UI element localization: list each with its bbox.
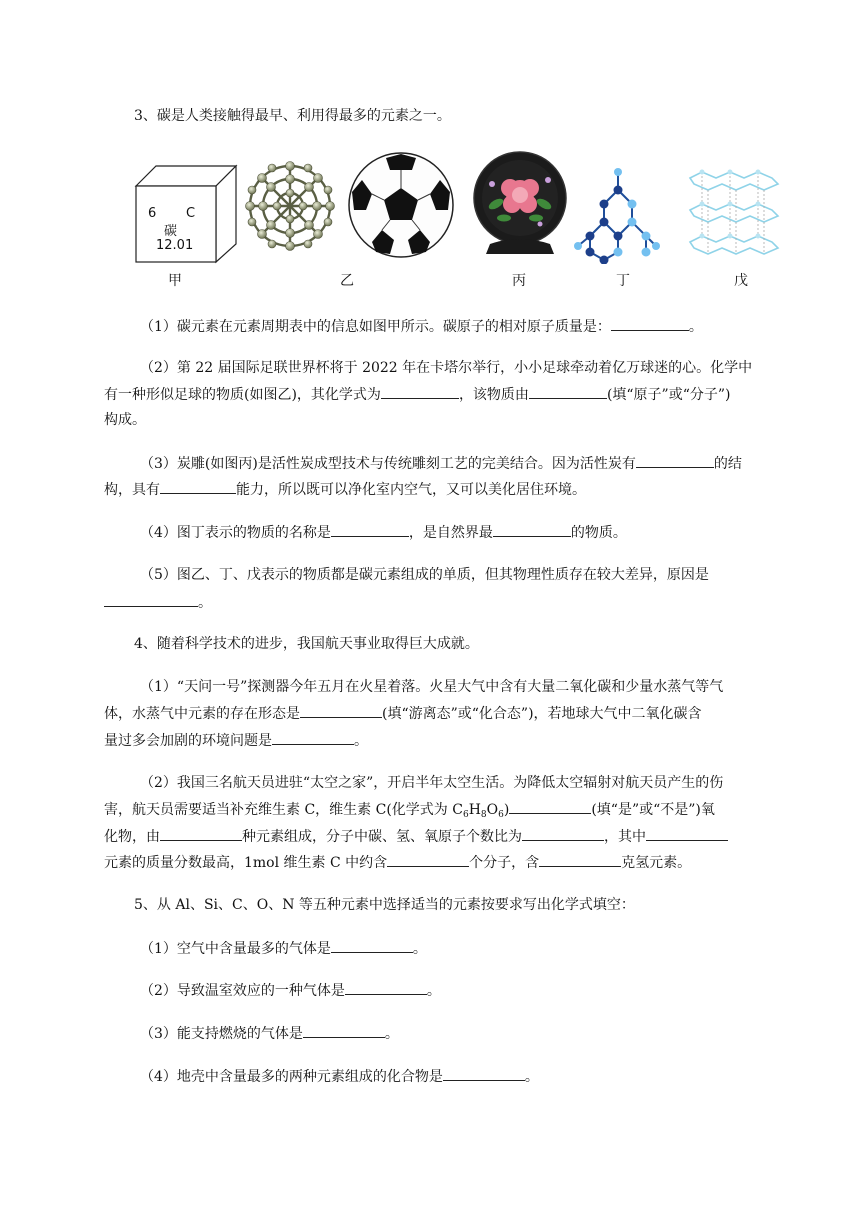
q4-part2-line3: 化物，由 种元素组成，分子中碳、氢、氧原子个数比为 ，其中	[104, 826, 728, 847]
element-symbol: C	[186, 206, 196, 221]
q3-part5-line2: 。	[104, 592, 212, 613]
q3-part1: （1）碳元素在元素周期表中的信息如图甲所示。碳原子的相对原子质量是： 。	[140, 316, 703, 337]
answer-blank[interactable]	[345, 980, 427, 995]
figure-label-yi: 乙	[340, 273, 354, 289]
answer-blank[interactable]	[272, 730, 354, 745]
figure-label-wu: 戊	[734, 273, 748, 289]
answer-blank[interactable]	[381, 384, 459, 399]
q3-part4: （4）图丁表示的物质的名称是 ，是自然界最 的物质。	[140, 522, 627, 543]
carbon-figures	[134, 150, 774, 295]
q3-part3-line1: （3）炭雕(如图丙)是活性炭成型技术与传统雕刻工艺的完美结合。因为活性炭有 的结	[140, 453, 742, 474]
diamond-structure-figure	[570, 164, 660, 264]
element-atomic-number: 6	[148, 206, 157, 221]
q3-part2-line2: 有一种形似足球的物质(如图乙)，其化学式为 ，该物质由 (填“原子”或“分子”)	[104, 384, 731, 405]
q4-intro: 4、随着科学技术的进步，我国航天事业取得巨大成就。	[134, 636, 479, 652]
answer-blank[interactable]	[529, 384, 607, 399]
answer-blank[interactable]	[493, 522, 571, 537]
answer-blank[interactable]	[443, 1066, 525, 1081]
q5-part4: （4）地壳中含量最多的两种元素组成的化合物是 。	[140, 1066, 539, 1087]
answer-blank[interactable]	[522, 826, 604, 841]
answer-blank[interactable]	[303, 1023, 385, 1038]
figure-label-bing: 丙	[512, 273, 526, 289]
q5-intro: 5、从 Al、Si、C、O、N 等五种元素中选择适当的元素按要求写出化学式填空：	[134, 897, 635, 913]
fullerene-figure	[242, 154, 338, 258]
q4-part1-line3: 量过多会加剧的环境问题是 。	[104, 730, 368, 751]
figure-label-jia: 甲	[168, 273, 182, 289]
q3-part5-line1: （5）图乙、丁、戊表示的物质都是碳元素组成的单质，但其物理性质存在较大差异，原因是	[140, 567, 709, 583]
q3-part3-line2: 构，具有 能力，所以既可以净化室内空气，又可以美化居住环境。	[104, 479, 586, 500]
element-name: 碳	[164, 224, 178, 239]
answer-blank[interactable]	[387, 852, 469, 867]
answer-blank[interactable]	[509, 799, 591, 814]
answer-blank[interactable]	[646, 826, 728, 841]
element-mass: 12.01	[156, 238, 194, 253]
carbon-carving-figure	[470, 150, 570, 262]
q4-part1-line2: 体，水蒸气中元素的存在形态是 (填“游离态”或“化合态”)，若地球大气中二氧化碳含	[104, 703, 702, 724]
q3-part2-line1: （2）第 22 届国际足联世界杯将于 2022 年在卡塔尔举行，小小足球牵动着亿万球迷的心。化学中	[140, 360, 753, 376]
answer-blank[interactable]	[160, 479, 236, 494]
soccer-ball-figure	[346, 150, 456, 260]
q4-part2-line1: （2）我国三名航天员进驻“太空之家”，开启半年太空生活。为降低太空辐射对航天员产生的伤	[140, 775, 724, 791]
q5-part3: （3）能支持燃烧的气体是 。	[140, 1023, 399, 1044]
answer-blank[interactable]	[300, 703, 382, 718]
answer-blank[interactable]	[611, 316, 689, 331]
answer-blank[interactable]	[160, 826, 242, 841]
q3-part2-line3: 构成。	[104, 412, 146, 428]
answer-blank[interactable]	[539, 852, 621, 867]
answer-blank[interactable]	[331, 938, 413, 953]
q4-part2-line2: 害，航天员需要适当补充维生素 C，维生素 C(化学式为 $C_6H_8O_6$) (填“是”或“不是”)氧	[104, 799, 715, 825]
graphite-structure-figure	[686, 164, 782, 264]
q5-part2: （2）导致温室效应的一种气体是 。	[140, 980, 441, 1001]
answer-blank[interactable]	[331, 522, 409, 537]
answer-blank[interactable]	[636, 453, 714, 468]
q4-part2-line4: 元素的质量分数最高，1mol 维生素 C 中约含 个分子，含 克氢元素。	[104, 852, 691, 873]
q4-part1-line1: （1）“天问一号”探测器今年五月在火星着落。火星大气中含有大量二氧化碳和少量水蒸气等气	[140, 679, 724, 695]
figure-label-ding: 丁	[616, 273, 630, 289]
answer-blank[interactable]	[104, 592, 198, 607]
q5-part1: （1）空气中含量最多的气体是 。	[140, 938, 427, 959]
q3-intro: 3、碳是人类接触得最早、利用得最多的元素之一。	[134, 108, 451, 124]
